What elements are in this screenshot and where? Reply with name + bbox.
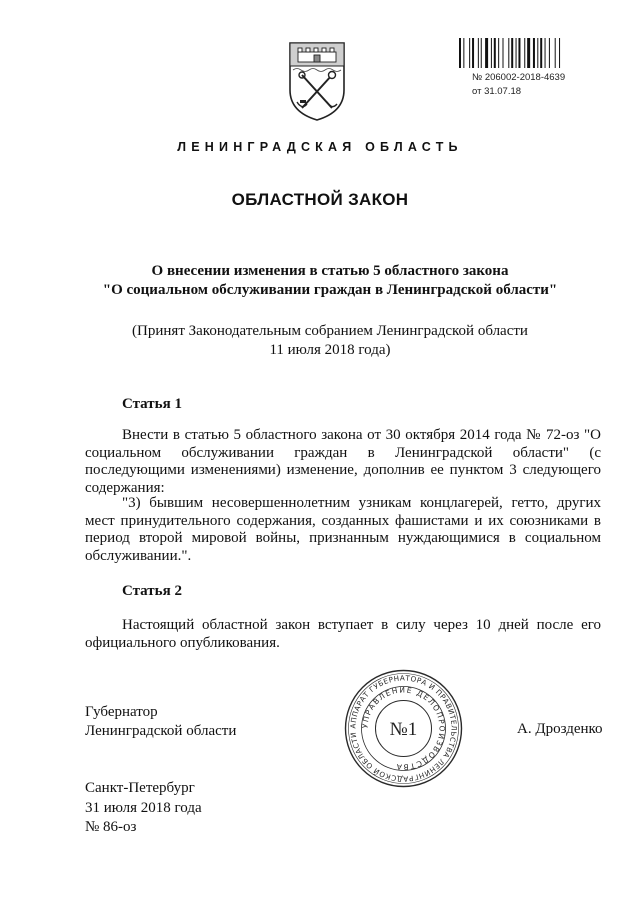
signing-details — [85, 779, 202, 838]
article-2-paragraph: Настоящий областной закон вступает в силу через 10 дней после его официального опубликования. — [85, 617, 601, 651]
article-1-heading: Статья 1 — [122, 396, 182, 412]
law-title — [60, 262, 600, 300]
signatory-position — [85, 703, 236, 740]
seal-inner-text: УПРАВЛЕНИЕ ДЕЛОПРОИЗВОДСТВА — [360, 685, 447, 772]
signatory-name: А. Дрозденко — [517, 721, 603, 737]
seal-number: №1 — [389, 719, 418, 740]
law-title-line: "О социальном обслуживании граждан в Ленинградской области" — [102, 282, 558, 298]
barcode-icon — [459, 38, 599, 68]
adoption-note-line: 11 июля 2018 года) — [269, 342, 391, 358]
official-seal — [343, 668, 464, 789]
document-type: ОБЛАСТНОЙ ЗАКОН — [231, 190, 409, 209]
adoption-note — [60, 322, 600, 360]
region-name: ЛЕНИНГРАДСКАЯ ОБЛАСТЬ — [177, 140, 463, 154]
law-title-line: О внесении изменения в статью 5 областного закона — [151, 263, 509, 279]
registration-number: № 206002-2018-4639 — [472, 72, 566, 83]
seal-outer-text: АППАРАТ ГУБЕРНАТОРА И ПРАВИТЕЛЬСТВА ЛЕНИНГРАДСКОЙ ОБЛАСТИ — [348, 673, 459, 784]
barcode — [459, 38, 599, 68]
article-2-heading: Статья 2 — [122, 583, 182, 599]
article-1-paragraph-2: "3) бывшим несовершеннолетним узникам концлагерей, гетто, других мест принудительного содержания, созданных фашистами и их союзниками в период второй мировой войны, признанным нуждающимися в социальном обслуживании.". — [85, 495, 601, 564]
seal-stamp-icon — [343, 668, 464, 789]
article-1-paragraph-1: Внести в статью 5 областного закона от 30 октября 2014 года № 72-оз "О социальном обслуживании граждан в Ленинградской области" (с последующими изменениями) изменение, дополнив ее пунктом 3 следующего содержания: — [85, 427, 601, 496]
coat-of-arms-icon — [287, 40, 347, 122]
signing-date: 31 июля 2018 года — [85, 799, 202, 816]
law-number: № 86-оз — [85, 819, 137, 835]
coat-of-arms-emblem — [287, 40, 347, 122]
registration-date: от 31.07.18 — [472, 86, 522, 97]
signatory-position-line: Ленинградской области — [85, 722, 237, 739]
signing-city: Санкт-Петербург — [85, 780, 195, 796]
adoption-note-line: (Принят Законодательным собранием Ленинградской области — [132, 323, 528, 339]
signatory-position-line: Губернатор — [85, 704, 158, 720]
